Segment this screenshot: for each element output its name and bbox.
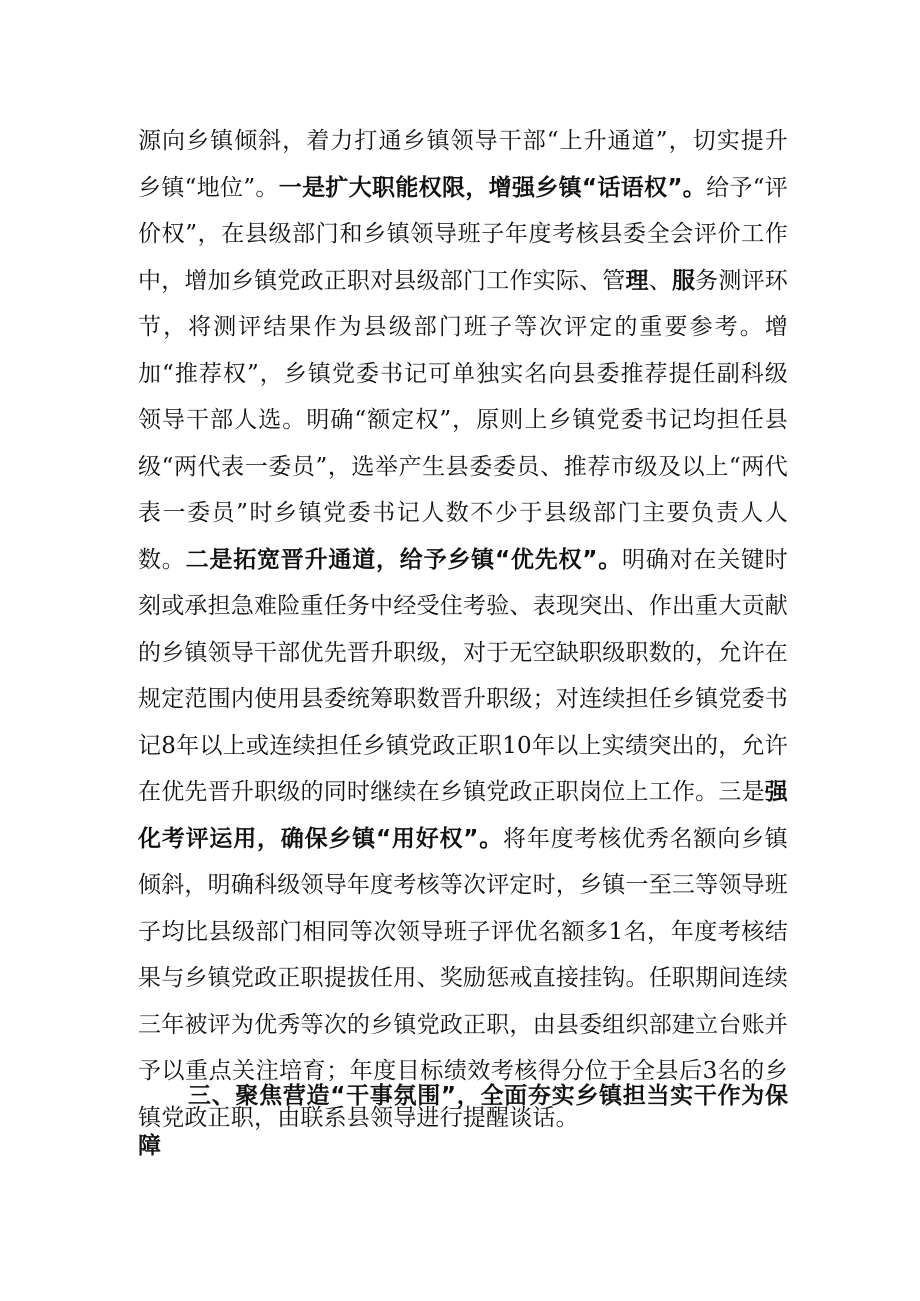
bold-char: 服 [671, 267, 696, 294]
bold-point-two: 二是拓宽晋升通道，给予乡镇“优先权”。 [185, 546, 622, 573]
text-run: 将年度考核优秀名额向乡镇倾斜，明确科级领导年度考核等次评定时，乡镇一至三等领导班子均比县级部门相同等次领导班子评优名额多1名，年度考核结果与乡镇党政正职提拔任用、奖励惩戒直接挂钩。任职期间连续三年被评为优秀等次的乡镇党政正职，由县委组织部建立台账并予以重点关注培育；年度目标绩效考核得分位于全县后3名的乡镇党政正职，由联系县领导进行提醒谈话。 [138, 825, 788, 1131]
bold-char: 理 [625, 267, 649, 294]
text-run: 给予“评价权”，在县级部门和乡镇领导班子年度考核县委全会评价工作中，增加乡镇党政正职对县级部门工作实际、管 [138, 174, 788, 294]
paragraph-text [138, 118, 788, 1141]
text-run: 源向乡镇倾斜，着力打通乡镇领导干部“上升通道”，切实提升乡镇“地位”。 [138, 128, 788, 201]
text-run: 务测评环节，将测评结果作为县级部门班子等次评定的重要参考。增加“推荐权”，乡镇党委书记可单独实名向县委推荐提任副科级领导干部人选。明确“额定权”，原则上乡镇党委书记均担任县级“两代表一委员”，选举产生县委委员、推荐市级及以上“两代表一委员”时乡镇党委书记人数不少于县级部门主要负责人人数。 [138, 267, 788, 573]
text-run: 明确对在关键时刻或承担急难险重任务中经受住考验、表现突出、作出重大贡献的乡镇领导干部优先晋升职级，对于无空缺职级职数的，允许在规定范围内使用县委统筹职数晋升职级；对连续担任乡镇党委书记8年以上或连续担任乡镇党政正职10年以上实绩突出的，允许在优先晋升职级的同时继续在乡镇党政正职岗位上工作。三是 [138, 546, 788, 805]
bold-point-three: 强化考评运用，确保乡镇“用好权”。 [138, 779, 788, 852]
text-run: 、 [648, 267, 672, 294]
bold-point-one: 一是扩大职能权限，增强乡镇“话语权”。 [278, 174, 707, 201]
section-heading-text: 三、聚焦营造“干事氛围”，全面夯实乡镇担当实干作为保障 [138, 1083, 788, 1159]
section-heading [138, 1071, 788, 1171]
body-paragraph [138, 118, 788, 1141]
